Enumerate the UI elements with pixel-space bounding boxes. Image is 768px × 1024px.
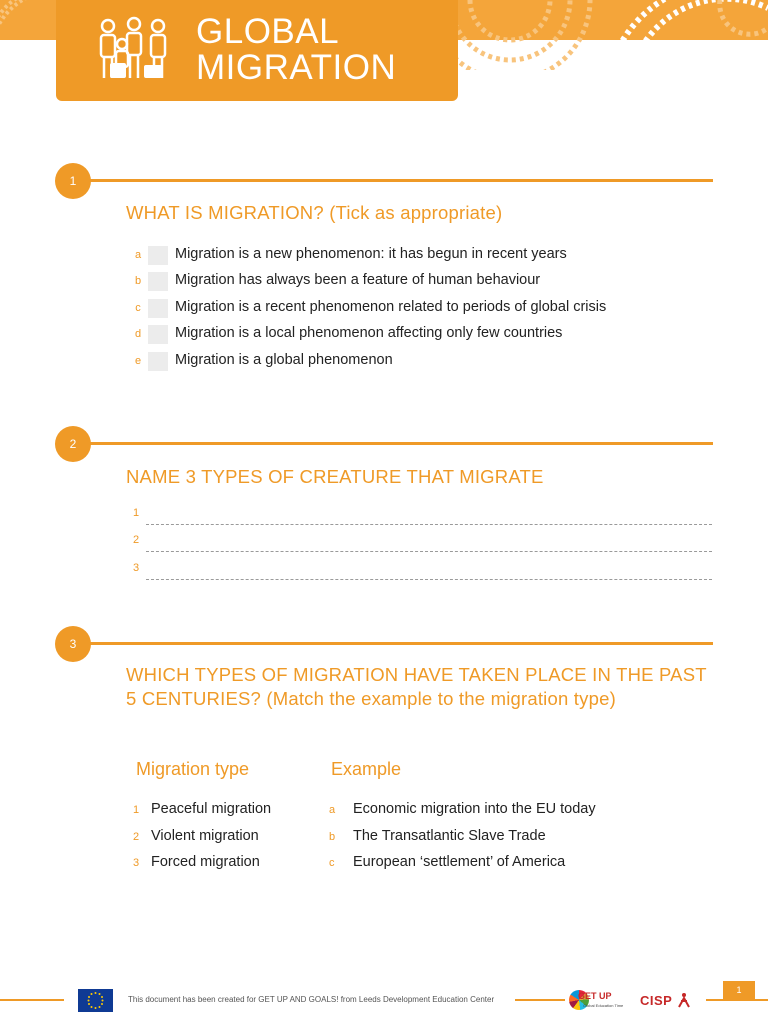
page-title: [196, 14, 396, 86]
option-text: Migration is a recent phenomenon related to periods of global crisis: [175, 299, 607, 315]
page-number: 1: [723, 981, 755, 1000]
cisp-logo: [640, 992, 692, 1008]
checkbox-a[interactable]: [148, 246, 168, 265]
option-letter: b: [134, 275, 142, 287]
answer-line-1[interactable]: [130, 507, 712, 525]
example-key: b: [329, 831, 336, 843]
option-b: [132, 271, 692, 293]
answer-line-number: 3: [133, 562, 140, 574]
footer-line-middle: [515, 999, 565, 1001]
column-heading-example: Example: [331, 759, 402, 779]
type-text: Forced migration: [151, 854, 260, 870]
checkbox-d[interactable]: [148, 325, 168, 344]
option-letter: d: [134, 328, 142, 340]
checkbox-e[interactable]: [148, 352, 168, 371]
decorative-pattern-right: [420, 0, 768, 70]
dashed-line: [146, 579, 712, 580]
answer-line-number: 2: [133, 534, 140, 546]
option-a: [132, 245, 692, 267]
section-2-heading: NAME 3 TYPES OF CREATURE THAT MIGRATE: [126, 466, 544, 487]
option-e: [132, 351, 692, 373]
example-key: a: [329, 804, 336, 816]
footer-line-left: [0, 999, 64, 1001]
answer-line-number: 1: [133, 507, 140, 519]
type-key: 2: [133, 831, 140, 843]
example-text: Economic migration into the EU today: [353, 801, 596, 817]
footer-note: This document has been created for GET UP AND GOALS! from Leeds Development Education Center: [128, 995, 495, 1004]
get-up-logo: [569, 990, 625, 1012]
option-letter: c: [135, 302, 141, 314]
section-3-number: 3: [55, 626, 91, 662]
option-letter: e: [134, 355, 142, 367]
answer-line-2[interactable]: [130, 534, 712, 552]
option-letter: a: [134, 249, 142, 261]
checkbox-b[interactable]: [148, 272, 168, 291]
section-3-heading: WHICH TYPES OF MIGRATION HAVE TAKEN PLACE IN THE PAST 5 CENTURIES? (Match the example to the migration type): [126, 664, 707, 709]
example-text: The Transatlantic Slave Trade: [353, 828, 546, 844]
migration-type-3[interactable]: [133, 854, 260, 876]
eu-flag-icon: [78, 989, 113, 1012]
option-text: Migration is a new phenomenon: it has begun in recent years: [175, 246, 567, 262]
example-b[interactable]: [329, 828, 546, 850]
example-key: c: [329, 857, 335, 869]
migration-type-1[interactable]: [133, 801, 271, 823]
people-icon: [96, 16, 172, 84]
type-key: 3: [133, 857, 140, 869]
section-3-rule: [88, 642, 713, 645]
section-1-number: 1: [55, 163, 91, 199]
section-1-rule: [88, 179, 713, 182]
example-a[interactable]: [329, 801, 596, 823]
cisp-logo-text: CISP: [640, 993, 673, 1008]
type-key: 1: [133, 804, 140, 816]
answer-line-3[interactable]: [130, 562, 712, 580]
migration-type-2[interactable]: [133, 828, 259, 850]
option-c: [132, 298, 692, 320]
title-line-2: MIGRATION: [196, 48, 397, 87]
type-text: Peaceful migration: [151, 801, 272, 817]
decorative-pattern-left: [0, 0, 60, 60]
section-2-number: 2: [55, 426, 91, 462]
option-d: [132, 324, 692, 346]
example-text: European ‘settlement’ of America: [353, 854, 566, 870]
get-up-logo-subtext: Global Education Time: [583, 1003, 624, 1008]
title-line-1: GLOBAL: [196, 12, 340, 51]
dashed-line: [146, 551, 712, 552]
option-text: Migration is a local phenomenon affecting only few countries: [175, 325, 563, 341]
example-c[interactable]: [329, 854, 565, 876]
dashed-line: [146, 524, 712, 525]
checkbox-c[interactable]: [148, 299, 168, 318]
section-2-rule: [88, 442, 713, 445]
get-up-logo-text: GET UP: [578, 991, 612, 1001]
option-text: Migration has always been a feature of human behaviour: [175, 272, 541, 288]
option-text: Migration is a global phenomenon: [175, 352, 393, 368]
column-heading-type: Migration type: [136, 759, 250, 779]
cisp-figure-icon: [676, 992, 692, 1008]
section-1-heading: WHAT IS MIGRATION? (Tick as appropriate): [126, 202, 503, 223]
type-text: Violent migration: [151, 828, 259, 844]
